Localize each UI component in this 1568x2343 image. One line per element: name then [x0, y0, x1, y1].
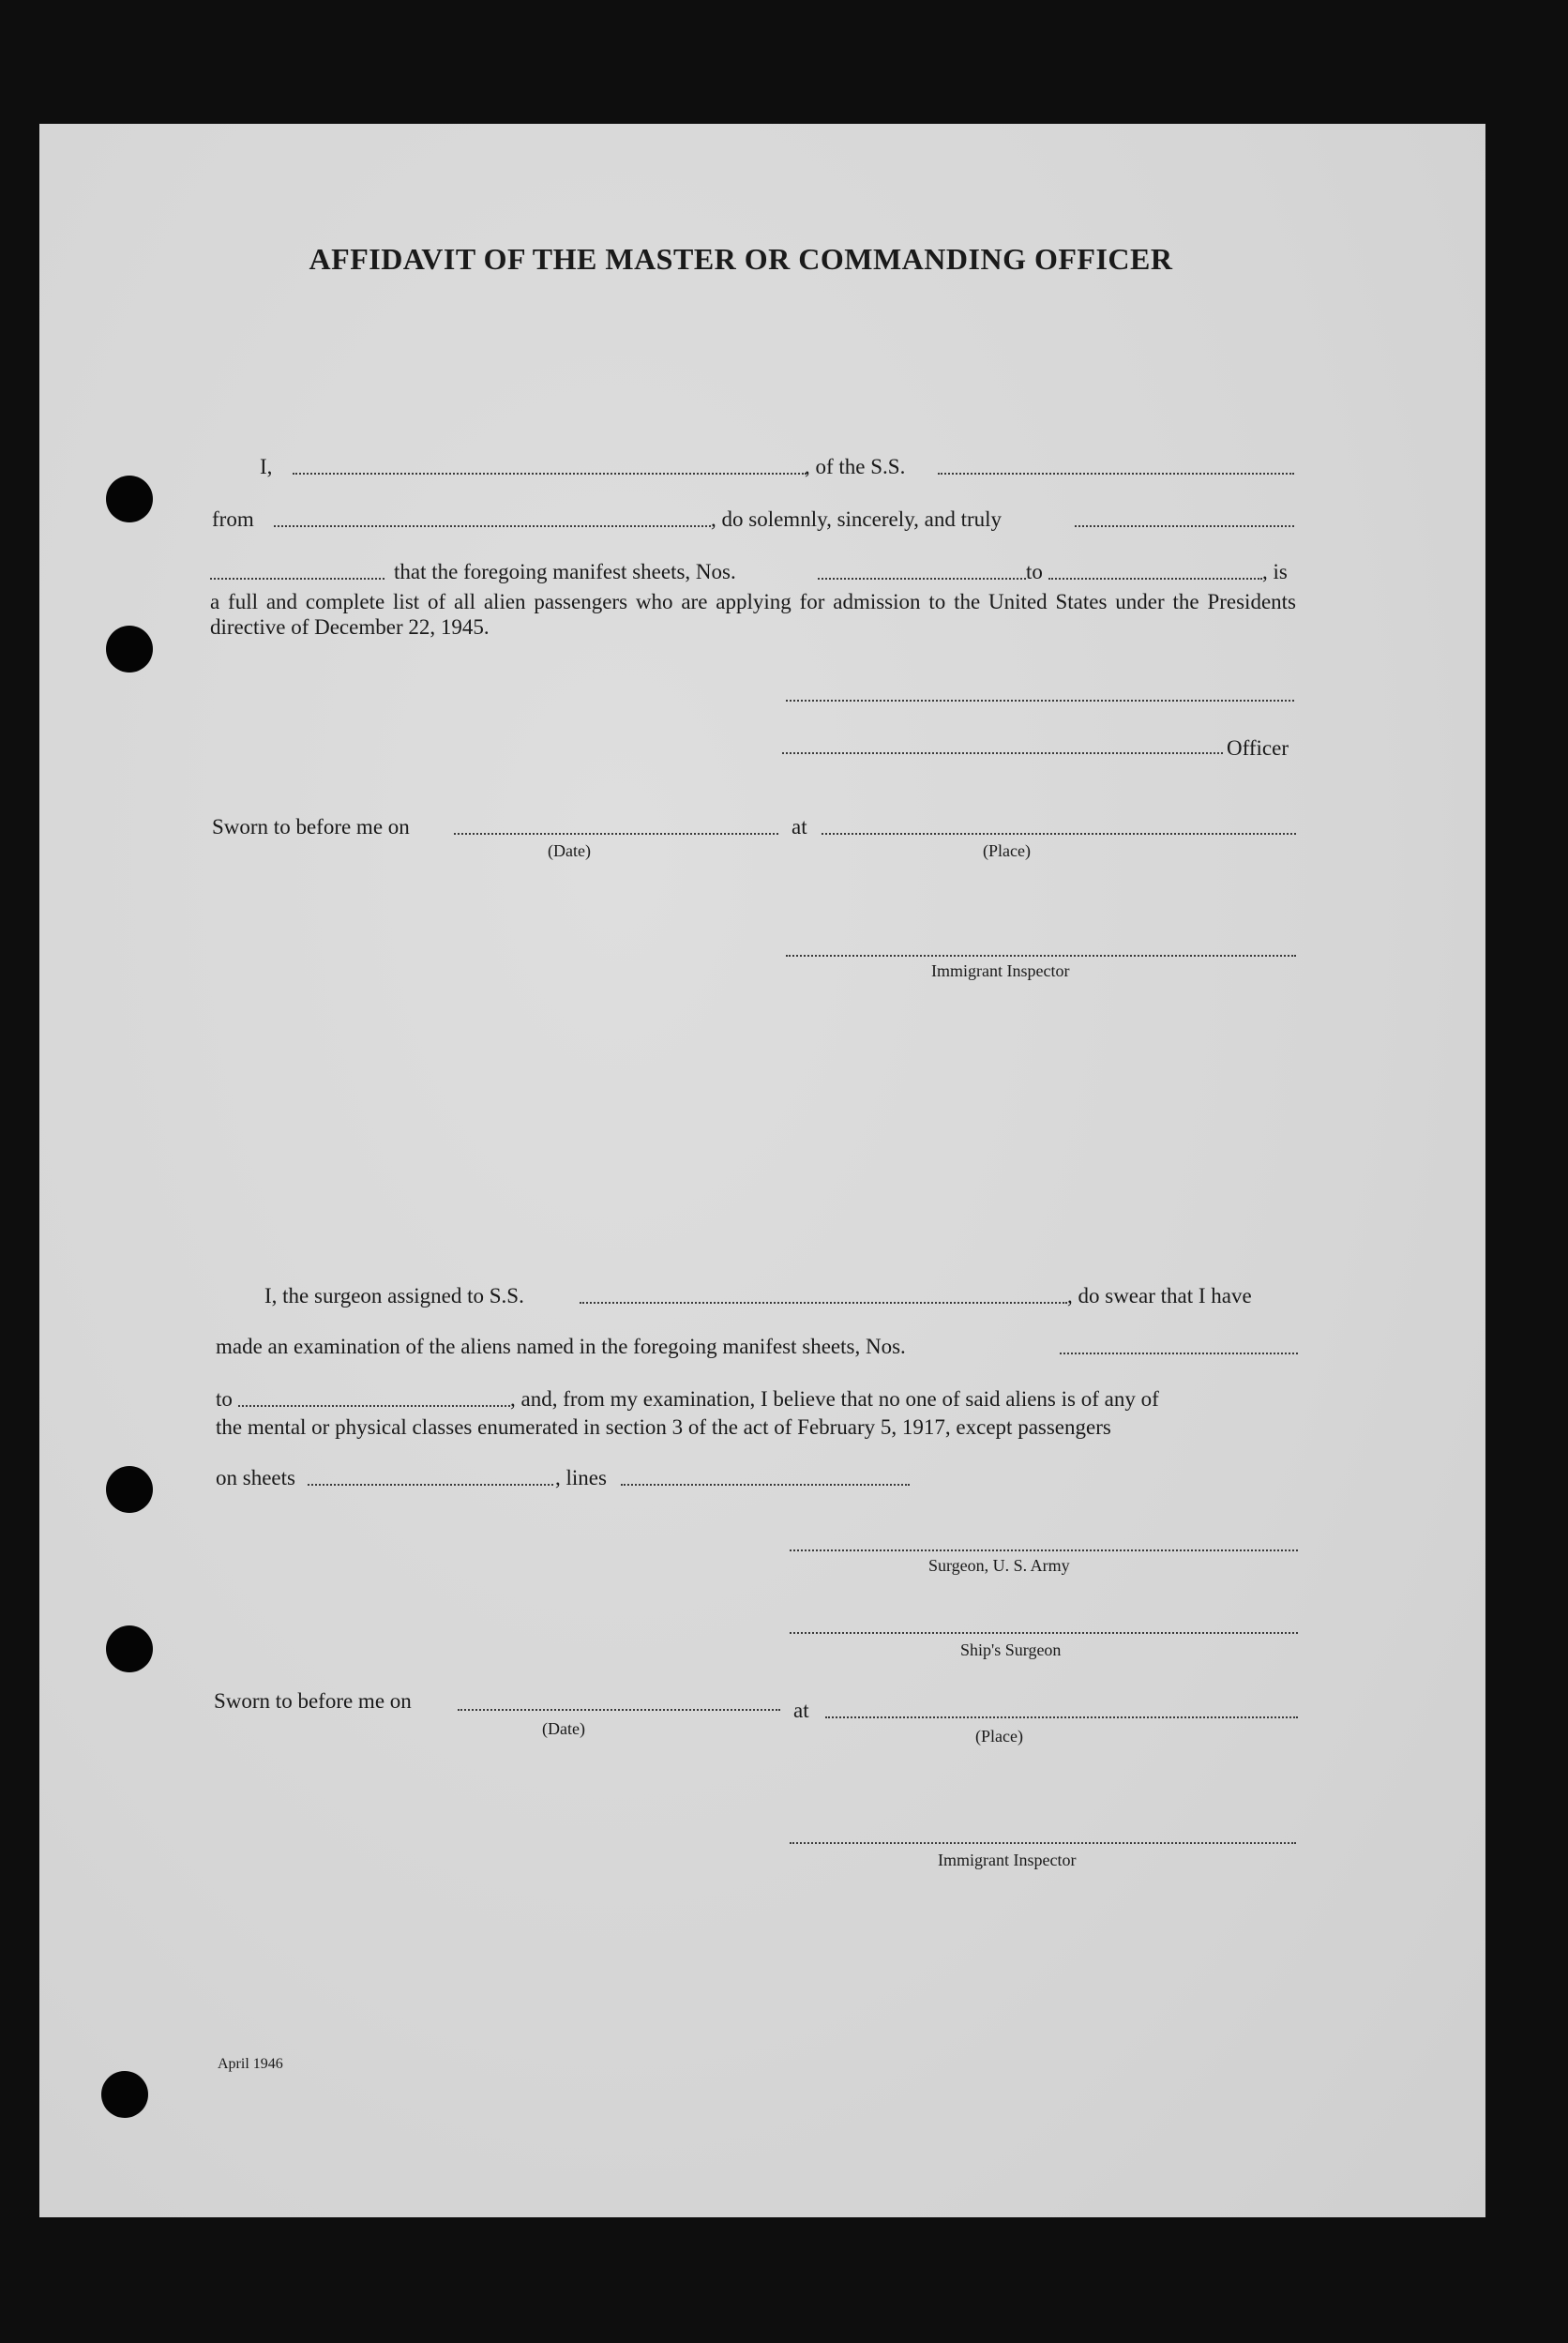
solemnly-label: , do solemnly, sincerely, and truly — [711, 507, 1003, 531]
at-label: at — [792, 815, 807, 839]
i-label: I, — [260, 455, 273, 478]
swear-field[interactable] — [210, 578, 384, 580]
from-label: from — [212, 507, 254, 531]
surgeon-date-caption: (Date) — [542, 1719, 585, 1738]
foregoing-label: that the foregoing manifest sheets, Nos. — [394, 560, 736, 583]
surgeon-intro-label: I, the surgeon assigned to S.S. — [264, 1284, 524, 1308]
surgeon-sworn-label: Sworn to before me on — [214, 1689, 412, 1713]
sworn-place-field[interactable] — [822, 833, 1296, 835]
inspector-signature-line[interactable] — [786, 955, 1296, 957]
mental-label: the mental or physical classes enumerated in section 3 of the act of February 5, 1917, except passengers — [216, 1415, 1111, 1439]
army-surgeon-signature-line[interactable] — [790, 1549, 1298, 1551]
army-surgeon-caption: Surgeon, U. S. Army — [928, 1556, 1070, 1575]
master-statement: a full and complete list of all alien passengers who are applying for admission to the United States under the Presidents directive of December 22, 1945. — [210, 590, 1296, 639]
surgeon-place-caption: (Place) — [975, 1727, 1023, 1746]
surgeon-sworn-date-field[interactable] — [458, 1709, 780, 1711]
officer-signature-line-2[interactable] — [782, 752, 1223, 754]
exam-sheets-to-field[interactable] — [238, 1405, 510, 1407]
sheets-to-field[interactable] — [1048, 578, 1262, 580]
sworn-date-field[interactable] — [454, 833, 778, 835]
inspector-caption: Immigrant Inspector — [931, 961, 1070, 980]
and-from-label: , and, from my examination, I believe that no one of said aliens is of any of — [510, 1387, 1159, 1411]
binder-hole-2 — [106, 626, 153, 673]
is-label: , is — [1262, 560, 1288, 583]
exam-label: made an examination of the aliens named in the foregoing manifest sheets, Nos. — [216, 1335, 906, 1358]
ships-surgeon-signature-line[interactable] — [790, 1632, 1298, 1634]
binder-hole-3 — [106, 1466, 153, 1513]
surgeon-at-label: at — [793, 1699, 809, 1722]
surgeon-inspector-signature-line[interactable] — [790, 1842, 1296, 1844]
binder-hole-5 — [101, 2071, 148, 2118]
to-label: to — [1026, 560, 1043, 583]
of-ss-label: , of the S.S. — [805, 455, 906, 478]
date-caption: (Date) — [548, 841, 591, 860]
except-lines-field[interactable] — [621, 1484, 910, 1486]
from-port-field[interactable] — [274, 525, 711, 527]
form-date: April 1946 — [218, 2056, 283, 2072]
sworn-label: Sworn to before me on — [212, 815, 410, 839]
ships-surgeon-caption: Ship's Surgeon — [960, 1640, 1062, 1659]
swear-label: , do swear that I have — [1067, 1284, 1252, 1308]
except-sheets-field[interactable] — [308, 1484, 553, 1486]
surgeon-sworn-place-field[interactable] — [825, 1716, 1298, 1718]
surgeon-ship-field[interactable] — [580, 1302, 1067, 1304]
binder-hole-1 — [106, 476, 153, 522]
surgeon-to-label: to — [216, 1387, 233, 1411]
exam-sheets-from-field[interactable] — [1060, 1353, 1298, 1354]
oath-manner-field[interactable] — [1075, 525, 1294, 527]
on-sheets-label: on sheets — [216, 1466, 295, 1489]
binder-hole-4 — [106, 1625, 153, 1672]
sheets-from-field[interactable] — [818, 578, 1026, 580]
lines-label: , lines — [555, 1466, 607, 1489]
place-caption: (Place) — [983, 841, 1031, 860]
ship-name-field[interactable] — [938, 473, 1294, 475]
master-name-field[interactable] — [293, 473, 807, 475]
surgeon-inspector-caption: Immigrant Inspector — [938, 1851, 1077, 1869]
officer-label: Officer — [1227, 736, 1289, 760]
affidavit-sheet — [39, 124, 1485, 2217]
officer-signature-line-1[interactable] — [786, 700, 1294, 702]
page-title: AFFIDAVIT OF THE MASTER OR COMMANDING OFFICER — [309, 242, 1173, 276]
